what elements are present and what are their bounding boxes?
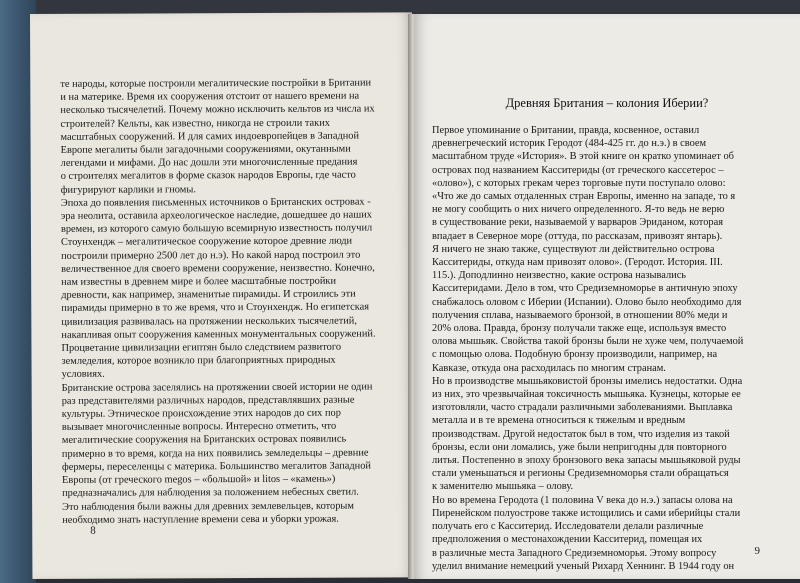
text-line: строителей? Кельты, как известно, никогда не строили таких <box>60 117 330 130</box>
text-line: предназначались для наблюдения за положением небесных светил. <box>62 486 359 500</box>
text-line: времен, из которого самую большую всемирную известность получил <box>60 222 373 236</box>
text-line: древнегреческий историк Геродот (484-425 гг. до н.э.) в своем <box>432 138 707 150</box>
page-number-left: 8 <box>90 524 96 537</box>
text-line: из них, это чрезвычайная токсичность мышьяка. Кузнецы, которые ее <box>432 389 741 401</box>
text-line: изготовляли, часто страдали различными заболеваниями. Выплавка <box>432 402 733 414</box>
text-line: впадает в Северное море (оттуда, по рассказам, привозят янтарь). <box>432 230 723 242</box>
text-line: уделил внимание немецкий ученый Рихард Хеннинг. В 1944 году он <box>432 560 735 572</box>
text-line: фигурируют карлики и гномы. <box>60 183 196 196</box>
text-line: масштабных сооружений. И для самих индоевропейцев в Западной <box>60 130 360 143</box>
text-line: 115.). Доподлинно неизвестно, какие острова назывались <box>432 270 687 282</box>
text-line: те народы, которые построили мегалитические постройки в Британии <box>60 77 372 90</box>
text-line: Это наблюдения были важны для древних землевельцев, которым <box>62 500 355 513</box>
text-line: Но в производстве мышьяковистой бронзы имелись недостатки. Одна <box>432 375 743 387</box>
text-line: получения сплава, называемого бронзой, в отношении 80% меди и <box>432 309 728 321</box>
text-line: стали уменьшаться и регионы Средиземноморья стали обращаться <box>432 468 729 480</box>
text-line: древности, как например, знаменитые пирамиды. И строились эти <box>61 288 356 302</box>
text-line: Касситериды, откуда нам привозят олово». (Геродот. История. III. <box>432 257 723 269</box>
text-line: не могу сообщить о них ничего определенного. Я-то ведь не верю <box>432 204 725 216</box>
text-line: металла и в те времена относиться к тяжелым и вредным <box>432 415 686 427</box>
text-line: земледелия, которое возникло при благоприятных природных <box>61 354 336 368</box>
text-line: Эпоха до появления письменных источников о Британских островах - <box>60 196 371 209</box>
text-line: условиях. <box>61 369 105 381</box>
text-line: накапливая опыт сооружения каменных монументальных сооружений. <box>61 328 376 341</box>
text-line: к заменителю мышьяка – олову. <box>432 481 574 493</box>
chapter-title: Древняя Британия – колония Иберии? <box>505 96 709 110</box>
text-line: предположения о местонахождении Касситерид, помещая их <box>432 534 703 546</box>
text-line: с помощью олова. Подобную бронзу производили, например, на <box>432 349 718 361</box>
text-line: островах под названием Касситериды (от греческого кассетерос – <box>432 164 724 176</box>
text-line: эра неолита, оставила археологическое наследие, дошедшее до наших <box>60 209 372 222</box>
text-line: олова мышьяк. Свойства такой бронзы были не хуже чем, получаемой <box>432 336 744 348</box>
text-line: Европе мегалиты были загадочными сооружениями, окутанными <box>60 143 351 156</box>
left-page-body <box>60 76 390 526</box>
text-line: Первое упоминание о Британии, правда, косвенное, оставил <box>432 125 700 136</box>
right-page-body <box>432 124 768 573</box>
text-line: в существование реки, называемой у варваров Эриданом, которая <box>432 217 723 229</box>
text-line: получать его с Касситерид. Исследователи делали различные <box>432 521 704 533</box>
text-line: необходимо знать наступление времени сева и уборки урожая. <box>62 513 339 526</box>
text-line: нам известны в древнем мире и более масштабные постройки <box>61 275 337 288</box>
text-line: Стоунхендж – мегалитическое сооружение которое древние люди <box>60 236 353 249</box>
text-line: литья. Постепенно в эпоху бронзового века запасы мышьяковой руды <box>432 455 741 467</box>
text-line: Пиренейском полуострове также истощились и сами иберийцы стали <box>432 507 741 519</box>
text-line: масштабном труде «История». В этой книге он кратко упоминает об <box>432 151 734 163</box>
text-line: и на материке. Время их сооружения отстоит от нашего времени на <box>60 90 360 104</box>
text-line: построили примерно 2500 лет до н.э). Но какой народ построил это <box>61 249 361 262</box>
text-line: 20% олова. Правда, бронзу получали также еще, используя вместо <box>432 323 727 335</box>
text-line: величественное для своего времени сооружение, неизвестно. Конечно, <box>61 262 375 275</box>
text-line: Британские острова заселялись на протяжении своей истории не один <box>61 381 373 394</box>
text-line: мегалитические сооружения на Британских островах появились <box>61 434 347 447</box>
page-number-right: 9 <box>754 545 760 557</box>
text-line: Касситеридами. Дело в том, что Средиземноморье в античную эпоху <box>432 283 738 295</box>
text-line: фермеры, переселенцы с материка. Большинство мегалитов Западной <box>61 460 371 473</box>
text-line: производствам. Другой недостаток был в том, что изделия из такой <box>432 428 730 440</box>
text-line: о строителях мегалитов в форме сказок народов Европы, где часто <box>60 170 356 183</box>
text-line: Но во времена Геродота (1 половина V века до н.э.) запасы олова на <box>432 494 733 506</box>
text-line: в различные места Западного Средиземноморья. Этому вопросу <box>432 547 717 559</box>
text-line: пирамиды примерно в то же время, что и Стоунхендж. Но египетская <box>61 301 370 315</box>
text-line: легендами и мифами. До нас дошли эти многочисленные предания <box>60 156 358 170</box>
text-line: Процветание цивилизации египтян было следствием развитого <box>61 341 342 354</box>
right-page <box>414 14 800 579</box>
text-line: примерно в то время, когда на них появились земледельцы – древние <box>61 447 369 460</box>
text-line: «олово»), с которых грекам через торговые пути поступало олово: <box>432 177 726 189</box>
left-page <box>30 12 414 579</box>
text-line: раз представителями различных народов, представлявших разные <box>61 394 355 407</box>
text-line: Я ничего не знаю также, существуют ли действительно острова <box>432 243 715 255</box>
text-line: «Что же до самых отдаленных стран Европы, именно на западе, то я <box>432 191 736 203</box>
text-line: Европы (от греческого megos – «большой» и litos – «камень») <box>62 473 336 486</box>
text-line: культуры. Этническое происхождение этих народов до сих пор <box>61 407 341 420</box>
text-line: несколько тысячелетий. Почему можно исключить кельтов из числа их <box>60 103 375 117</box>
text-line: снабжалось оловом с Иберии (Испании). Олово было необходимо для <box>432 296 742 308</box>
text-line: вызывает многочисленные вопросы. Интересно отметить, что <box>61 420 337 434</box>
text-line: Кавказе, откуда она расходилась по многим странам. <box>432 362 666 374</box>
text-line: цивилизация развивалась на протяжении нескольких тысячелетий, <box>61 315 357 328</box>
text-line: бронзы, если они ломались, уже были непригодны для повторного <box>432 441 727 453</box>
